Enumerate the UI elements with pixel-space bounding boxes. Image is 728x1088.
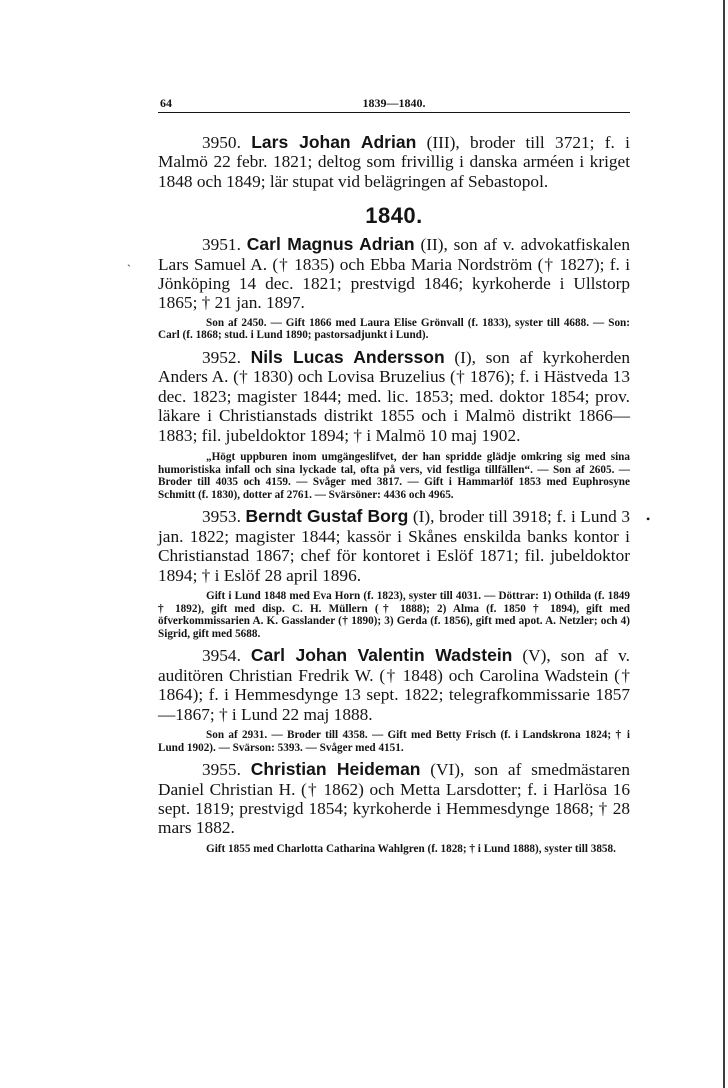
entry-name: Berndt Gustaf Borg [245,506,409,527]
entry-note: „Högt uppburen inom umgängeslifvet, der han spridde glädje omkring sig med sina humoristiska infall och sina lyckade tal, ofta på vers, vid festliga tillfällen“. — Son af 2605. — Broder till 4035 och 4159. — Svåger med 3817. — Gift i Hammarlöf 1853 med Euphrosyne Schmitt (f. 1830), dotter af 2761. — Svärsöner: 4436 och 4965. [158,451,630,501]
entry-number: 3951. [202,235,241,255]
entry-note: Gift i Lund 1848 med Eva Horn (f. 1823), syster till 4031. — Döttrar: 1) Othilda (f. 1849 † 1892), gift med disp. C. H. Müllern († 1888); 2) Alma (f. 1850 † 1894), gift med öfverkommissarien A. K. Gasslander († 1890); 3) Gerda (f. 1856), gift med apot. A. Netzler; och 4) Sigrid, gift med 5688. [158,590,630,640]
entry-3952 [158,348,630,445]
entry-number: 3950. [202,133,241,152]
entry-3954 [158,646,630,724]
entry-text: (I), son af kyrkoherden Anders A. († 1830) och Lovisa Bruzelius († 1876); f. i Hästveda 13 dec. 1823; magister 1844; med. lic. 1853; med. doktor 1854; prov. läkare i Christianstads distrikt 1855 och i Malmö distrikt 1866—1883; fil. jubeldoktor 1894; † i Malmö 10 maj 1902. [158,348,630,445]
margin-mark: • [646,512,651,526]
page-edge-shadow [723,0,725,1088]
entry-name: Carl Johan Valentin Wadstein [250,645,513,666]
book-page [158,92,630,855]
entry-text: (I), broder till 3918; f. i Lund 3 jan. 1822; magister 1844; kassör i Skånes enskilda banks kontor i Christianstad 1867; chef för kontoret i Eslöf 1871; fil. jubeldoktor 1894; † i Eslöf 28 april 1896. [158,507,630,585]
margin-mark: ˎ [127,253,131,267]
entry-text: (VI), son af smedmästaren Daniel Christian H. († 1862) och Metta Larsdotter; f. i Harlösa 16 sept. 1819; prestvigd 1854; kyrkoherde i Hemmesdynge 1868; † 28 mars 1882. [158,760,630,838]
entry-3950 [158,133,630,191]
entry-number: 3954. [202,646,241,666]
entry-note: Son af 2450. — Gift 1866 med Laura Elise Grönvall (f. 1833), syster till 4688. — Son: Carl (f. 1868; stud. i Lund 1890; pastorsadjunkt i Lund). [158,316,630,342]
entry-note: Son af 2931. — Broder till 4358. — Gift med Betty Frisch (f. i Landskrona 1824; † i Lund 1902). — Svärson: 5393. — Svåger med 4151. [158,729,630,754]
header-years: 1839—1840. [362,96,426,110]
running-header [158,92,630,113]
page-number: 64 [160,96,172,110]
year-heading: 1840. [365,203,423,229]
entry-3953 [158,507,630,585]
entry-note: Gift 1855 med Charlotta Catharina Wahlgren (f. 1828; † i Lund 1888), syster till 3858. [206,842,616,855]
entry-text: (III), broder till 3721; f. i Malmö 22 febr. 1821; deltog som frivillig i danska arméen i kriget 1848 och 1849; lär stupat vid belägringen af Sebastopol. [158,133,630,191]
entry-text: (II), son af v. advokatfiskalen Lars Samuel A. († 1835) och Ebba Maria Nordström († 1827); f. i Jönköping 14 dec. 1821; prestvigd 1846; kyrkoherde i Ullstorp 1865; † 21 jan. 1897. [158,235,630,313]
entry-name: Carl Magnus Adrian [246,234,415,255]
entry-number: 3955. [202,760,241,780]
entry-3955 [158,760,630,838]
entry-name: Nils Lucas Andersson [250,347,445,368]
entry-3951 [158,235,630,313]
entry-name: Lars Johan Adrian [251,132,417,152]
entry-number: 3952. [202,348,241,368]
entry-number: 3953. [202,507,241,527]
entry-name: Christian Heideman [250,759,421,780]
entry-text: (V), son af v. auditören Christian Fredrik W. († 1848) och Carolina Wadstein († 1864); f. i Hemmesdynge 13 sept. 1822; telegrafkommissarie 1857—1867; † i Lund 22 maj 1888. [158,646,630,724]
